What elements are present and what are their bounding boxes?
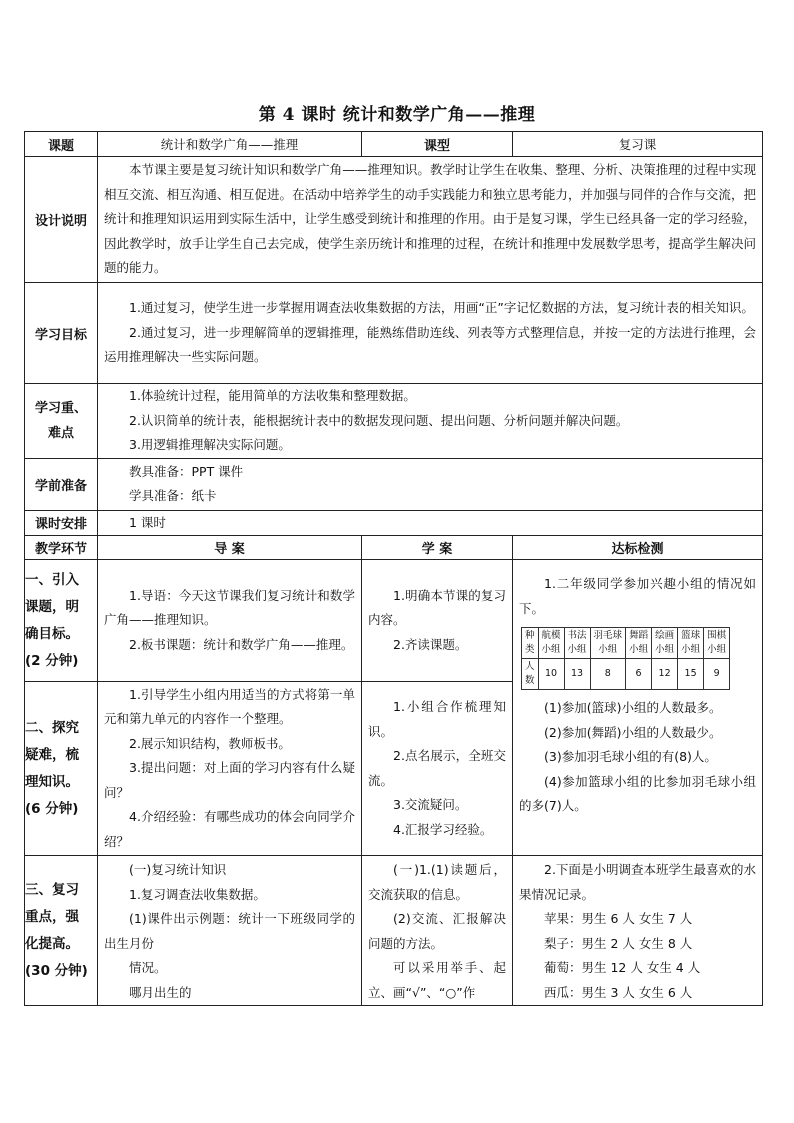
design-label: 设计说明 <box>25 157 98 283</box>
group-count: 10 <box>538 659 564 690</box>
guide-item: 1.引导学生小组内用适当的方式将第一单元和第九单元的内容作一个整理。 <box>104 686 355 727</box>
group-name: 羽毛球 小组 <box>590 628 626 659</box>
study-item: 1.明确本节课的复习内容。 <box>368 587 506 628</box>
study-item: 2.齐读课题。 <box>393 636 468 652</box>
guide-item: 3.提出问题：对上面的学习内容有什么疑问？ <box>104 760 355 800</box>
topic-row <box>25 132 763 157</box>
keypoints-label-line: 学习重、 <box>34 400 87 416</box>
check-cell-2 <box>513 856 763 1006</box>
guide-item: (1)课件出示例题：统计一下班级同学的出生月份 <box>104 911 355 951</box>
stage-label: 三、复习 重点，强 化提高。 (30 分钟) <box>25 856 98 1006</box>
schedule-label: 课时安排 <box>25 510 98 536</box>
check1-answer: (4)参加篮球小组的比参加羽毛球小组的多(7)人。 <box>519 773 757 813</box>
study-item: (2)交流、汇报解决问题的方法。 <box>368 911 506 951</box>
check-cell-1 <box>513 560 763 856</box>
goal-item: 1.通过复习，使学生进一步掌握用调查法收集数据的方法，用画“正”字记忆数据的方法，复习统计表的相关知识。 <box>129 300 754 316</box>
stage-row-3 <box>25 856 763 1006</box>
guide-item: 情况。 <box>129 960 167 975</box>
study-item: 1.小组合作梳理知识。 <box>368 699 506 739</box>
prep-label: 学前准备 <box>25 458 98 510</box>
group-name: 舞蹈 小组 <box>626 628 652 659</box>
keypoint-item: 1.体验统计过程，能用简单的方法收集和整理数据。 <box>129 388 416 403</box>
check2-item: 苹果：男生 6 人 女生 7 人 <box>544 911 693 926</box>
group-name: 绘画 小组 <box>652 628 678 659</box>
stage-label: 二、探究 疑难，梳 理知识。 (6 分钟) <box>25 682 98 856</box>
check1-answer: (1)参加(篮球)小组的人数最多。 <box>544 700 722 715</box>
col-check: 达标检测 <box>513 536 763 560</box>
group-count: 13 <box>564 659 590 690</box>
group-name: 航模 小组 <box>538 628 564 659</box>
group-count: 9 <box>704 659 730 690</box>
study-item: 2.点名展示，全班交流。 <box>368 748 506 788</box>
check1-intro: 1.二年级同学参加兴趣小组的情况如下。 <box>519 576 757 616</box>
prep-teacher: 教具准备：PPT 课件 <box>129 463 244 479</box>
guide-item: (一)复习统计知识 <box>129 862 227 877</box>
study-item: 4.汇报学习经验。 <box>393 821 493 837</box>
group-name: 篮球 小组 <box>678 628 704 659</box>
type-label: 课型 <box>362 132 513 157</box>
goal-item: 2.通过复习，进一步理解简单的逻辑推理，能熟练借助连线、列表等方式整理信息，并按一定的方法进行推理，会运用推理解决一些实际问题。 <box>104 324 757 365</box>
guide-item: 1.导语：今天这节课我们复习统计和数学广角——推理知识。 <box>104 587 355 628</box>
guide-item: 2.板书课题：统计和数学广角——推理。 <box>129 636 354 652</box>
guide-item: 4.介绍经验：有哪些成功的体会向同学介绍？ <box>104 809 355 849</box>
row-head-kind: 种 类 <box>522 628 539 659</box>
keypoints-row <box>25 384 763 459</box>
check2-item: 葡萄：男生 12 人 女生 4 人 <box>544 960 701 975</box>
goals-label: 学习目标 <box>25 283 98 384</box>
group-count: 8 <box>590 659 626 690</box>
stage-row-1 <box>25 560 763 682</box>
group-count: 6 <box>626 659 652 690</box>
column-header-row <box>25 536 763 560</box>
study-item: 3.交流疑问。 <box>393 797 468 812</box>
keypoints-label <box>25 384 98 459</box>
group-name: 书法 小组 <box>564 628 590 659</box>
row-head-people: 人 数 <box>522 659 539 690</box>
page-title: 第 4 课时 统计和数学广角——推理 <box>258 105 536 125</box>
col-study: 学 案 <box>362 536 513 560</box>
group-count: 12 <box>652 659 678 690</box>
prep-student: 学具准备：纸卡 <box>129 488 217 503</box>
keypoint-item: 2.认识简单的统计表，能根据统计表中的数据发现问题、提出问题、分析问题并解决问题。 <box>129 412 629 428</box>
topic-value: 统计和数学广角——推理 <box>98 132 362 157</box>
design-text: 本节课主要是复习统计知识和数学广角——推理知识。教学时让学生在收集、整理、分析、决策推理的过程中实现相互交流、相互沟通、相互促进。在活动中培养学生的动手实践能力和独立思考能力，并加强与同伴的合作与交流，把统计和推理知识运用到实际生活中，让学生感受到统计和推理的作用。由于是复习课，学生已经具备一定的学习经验，因此教学时，放手让学生自己去完成，使学生亲历统计和推理的过程，在统计和推理中发展数学思考，提高学生解决问题的能力。 <box>104 162 757 276</box>
group-name: 围棋 小组 <box>704 628 730 659</box>
group-header-row <box>522 628 730 659</box>
group-count: 15 <box>678 659 704 690</box>
col-guide: 导 案 <box>98 536 362 560</box>
topic-label: 课题 <box>25 132 98 157</box>
check1-answer: (3)参加羽毛球小组的有(8)人。 <box>544 749 717 764</box>
schedule-value: 1 课时 <box>129 514 166 530</box>
check1-answer: (2)参加(舞蹈)小组的人数最少。 <box>544 724 722 740</box>
lesson-plan-table <box>24 131 763 1006</box>
study-item: 可以采用举手、起立、画“√”、“○”作 <box>368 960 506 1000</box>
check2-intro: 2.下面是小明调查本班学生最喜欢的水果情况记录。 <box>519 862 757 902</box>
col-stage: 教学环节 <box>25 536 98 560</box>
stage-label: 一、引入 课题，明 确目标。 (2 分钟) <box>25 560 98 682</box>
keypoint-item: 3.用逻辑推理解决实际问题。 <box>129 437 291 452</box>
check2-item: 梨子：男生 2 人 女生 8 人 <box>544 935 693 951</box>
check2-item: 西瓜：男生 3 人 女生 6 人 <box>544 984 693 1000</box>
guide-item: 哪月出生的 <box>129 984 192 1000</box>
prep-row <box>25 458 763 510</box>
study-item: (一)1.(1)读题后，交流获取的信息。 <box>368 862 506 902</box>
goals-row <box>25 283 763 384</box>
keypoints-label-line: 难点 <box>47 425 74 441</box>
design-row <box>25 157 763 283</box>
guide-item: 2.展示知识结构，教师板书。 <box>129 735 291 751</box>
type-value: 复习课 <box>513 132 763 157</box>
schedule-row <box>25 510 763 536</box>
group-count-row <box>522 659 730 690</box>
interest-group-table <box>521 627 730 690</box>
guide-item: 1.复习调查法收集数据。 <box>129 886 266 902</box>
